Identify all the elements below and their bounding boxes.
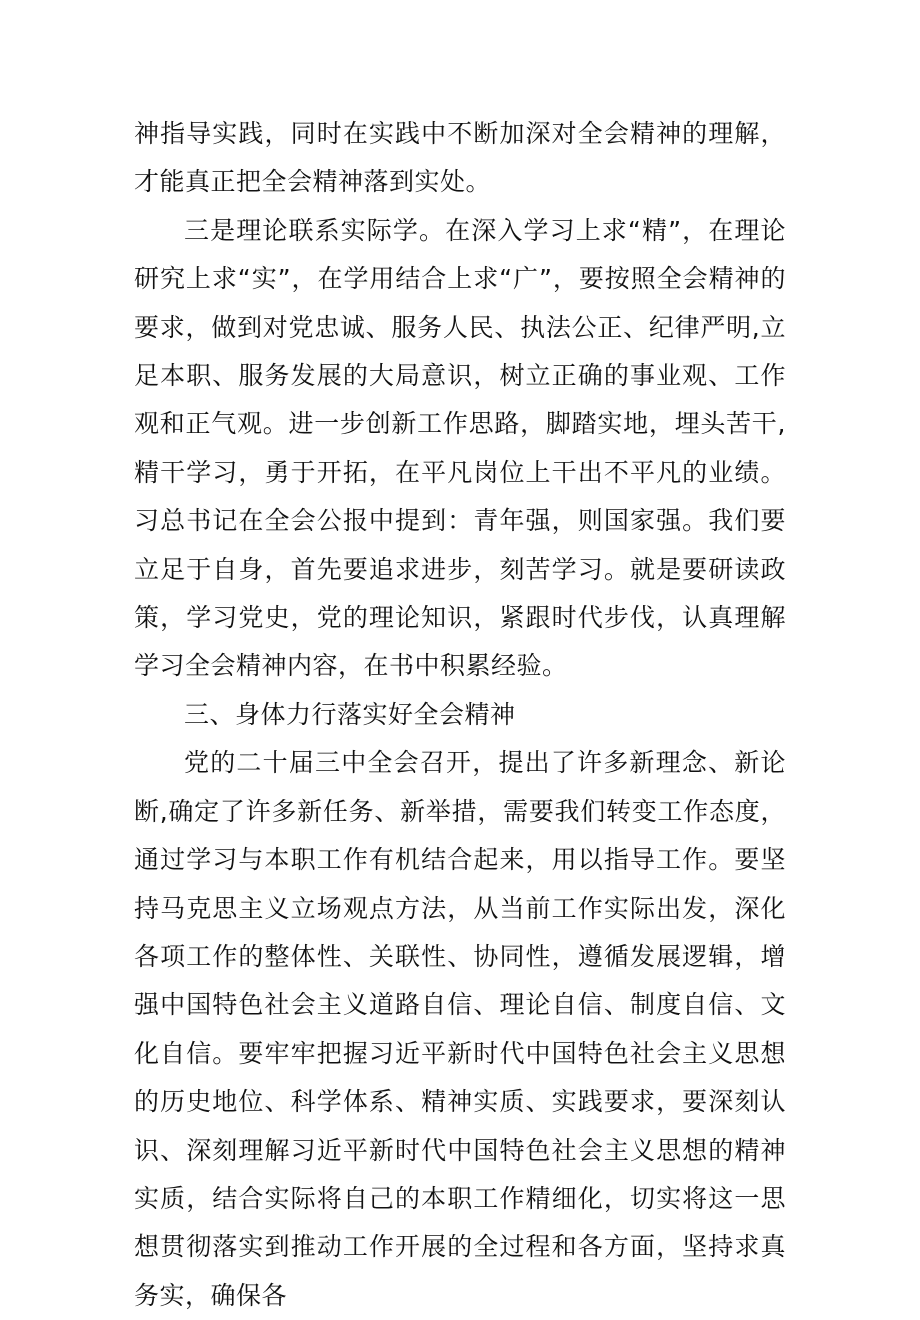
document-body xyxy=(134,110,786,1320)
paragraph-plenum-session: 党的二十届三中全会召开，提出了许多新理念、新论断,确定了许多新任务、新举措，需要我们转变工作态度，通过学习与本职工作有机结合起来，用以指导工作。要坚持马克思主义立场观点方法，从当前工作实际出发，深化各项工作的整体性、关联性、协同性，遵循发展逻辑，增强中国特色社会主义道路自信、理论自信、制度自信、文化自信。要牢牢把握习近平新时代中国特色社会主义思想的历史地位、科学体系、精神实质、实践要求，要深刻认识、深刻理解习近平新时代中国特色社会主义思想的精神实质，结合实际将自己的本职工作精细化，切实将这一思想贯彻落实到推动工作开展的全过程和各方面，坚持求真务实，确保各 xyxy=(134,748,786,1310)
section-heading-three: 三、身体力行落实好全会精神 xyxy=(184,699,516,729)
paragraph-theory-practice: 三是理论联系实际学。在深入学习上求“精”，在理论研究上求“实”，在学用结合上求“广”，要按照全会精神的要求，做到对党忠诚、服务人民、执法公正、纪律严明,立足本职、服务发展的大局意识，树立正确的事业观、工作观和正气观。进一步创新工作思路，脚踏实地，埋头苦干,精干学习，勇于开拓，在平凡岗位上干出不平凡的业绩。习总书记在全会公报中提到：青年强，则国家强。我们要立足于自身，首先要追求进步，刻苦学习。就是要研读政策，学习党史，党的理论知识，紧跟时代步伐，认真理解学习全会精神内容，在书中积累经验。 xyxy=(134,215,786,681)
paragraph-continuation: 神指导实践，同时在实践中不断加深对全会精神的理解，才能真正把全会精神落到实处。 xyxy=(134,119,786,197)
